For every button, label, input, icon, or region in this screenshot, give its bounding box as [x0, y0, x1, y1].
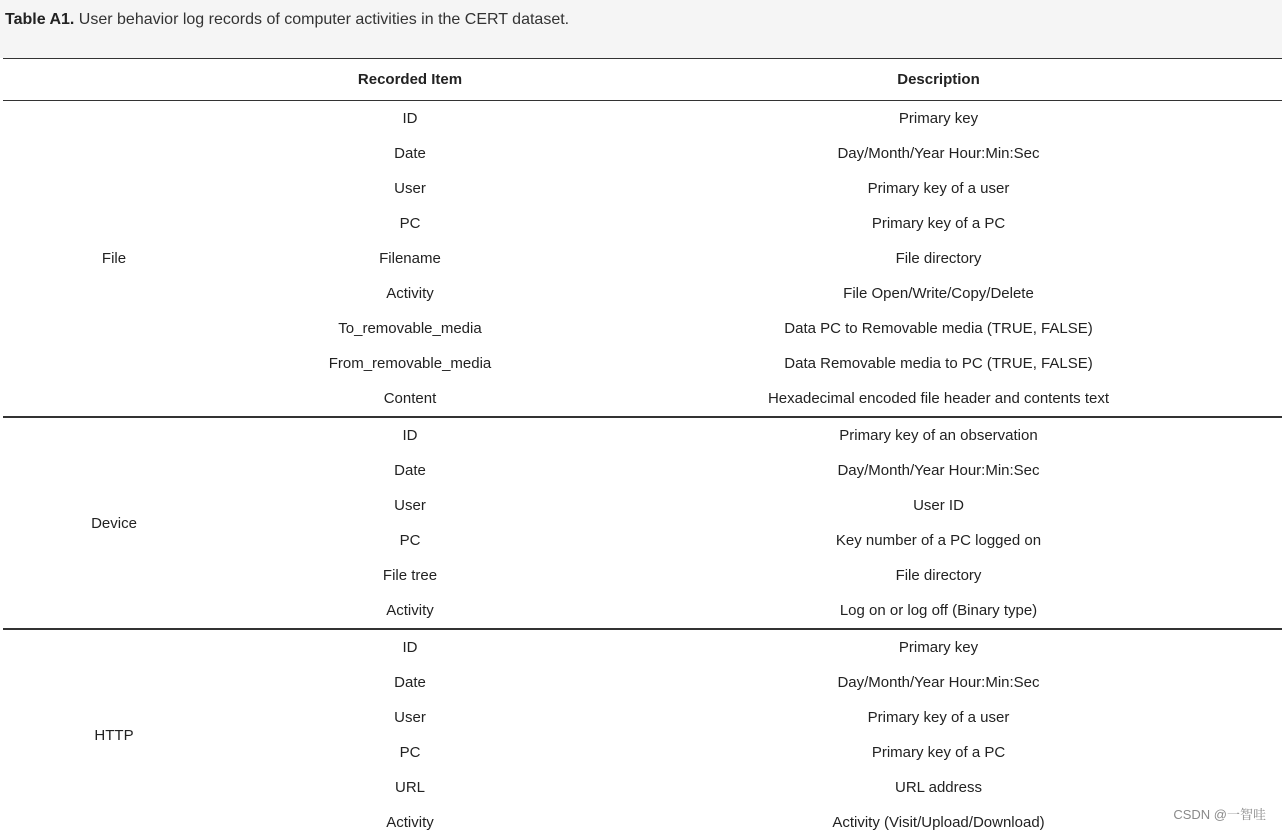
recorded-item: PC [399, 744, 421, 761]
recorded-item: Activity [386, 285, 434, 302]
recorded-item: Date [394, 145, 426, 162]
description: URL address [895, 779, 982, 796]
recorded-item: ID [225, 629, 595, 665]
table-row [3, 101, 1282, 137]
header-recorded-item: Recorded Item [225, 59, 595, 101]
header-row [3, 59, 1282, 101]
description: File Open/Write/Copy/Delete [843, 285, 1034, 302]
description: Primary key of a user [867, 180, 1010, 197]
recorded-item: To_removable_media [338, 320, 482, 337]
description: Data PC to Removable media (TRUE, FALSE) [784, 320, 1093, 337]
group-name: Device [3, 417, 225, 629]
watermark: CSDN @一智哇 [1173, 807, 1266, 822]
description: Day/Month/Year Hour:Min:Sec [837, 674, 1040, 691]
recorded-item: PC [399, 215, 421, 232]
table-row [3, 417, 1282, 453]
description: File directory [895, 250, 982, 267]
recorded-item: User [394, 180, 426, 197]
description: Log on or log off (Binary type) [839, 602, 1038, 619]
description: Primary key of a PC [871, 215, 1006, 232]
recorded-item: Content [383, 390, 437, 407]
description: Day/Month/Year Hour:Min:Sec [837, 462, 1040, 479]
description: Day/Month/Year Hour:Min:Sec [837, 145, 1040, 162]
description: User ID [913, 497, 964, 514]
recorded-item: ID [225, 417, 595, 453]
table-container [3, 58, 1282, 840]
group-name: HTTP [3, 629, 225, 840]
description: Hexadecimal encoded file header and contents text [767, 390, 1110, 407]
group-device [3, 417, 1282, 629]
recorded-item: Activity [386, 602, 434, 619]
table-row [3, 629, 1282, 665]
recorded-item: User [394, 497, 426, 514]
recorded-item: File tree [382, 567, 438, 584]
description: Primary key of a user [867, 709, 1010, 726]
caption-text: User behavior log records of computer activities in the CERT dataset. [74, 11, 570, 28]
recorded-item: PC [399, 532, 421, 549]
table-header [3, 59, 1282, 101]
recorded-item: URL [394, 779, 425, 796]
group-file [3, 101, 1282, 418]
caption-bar [0, 0, 1282, 58]
recorded-item: ID [402, 110, 418, 127]
description: Primary key [898, 110, 979, 127]
table-caption [5, 10, 569, 30]
group-name: File [101, 250, 127, 267]
description: File directory [895, 567, 982, 584]
description: Primary key [595, 629, 1282, 665]
description: Activity (Visit/Upload/Download) [832, 814, 1045, 831]
group-http [3, 629, 1282, 840]
description: Key number of a PC logged on [835, 532, 1042, 549]
recorded-item: Activity [386, 814, 434, 831]
header-category [3, 59, 225, 101]
caption-label: Table A1. [5, 11, 75, 28]
data-table [3, 58, 1282, 840]
recorded-item: User [394, 709, 426, 726]
header-description: Description [595, 59, 1282, 101]
recorded-item: Date [394, 462, 426, 479]
recorded-item: From_removable_media [328, 355, 492, 372]
description: Primary key of an observation [595, 417, 1282, 453]
recorded-item: Date [394, 674, 426, 691]
description: Primary key of a PC [871, 744, 1006, 761]
recorded-item: Filename [379, 250, 441, 267]
description: Data Removable media to PC (TRUE, FALSE) [784, 355, 1093, 372]
